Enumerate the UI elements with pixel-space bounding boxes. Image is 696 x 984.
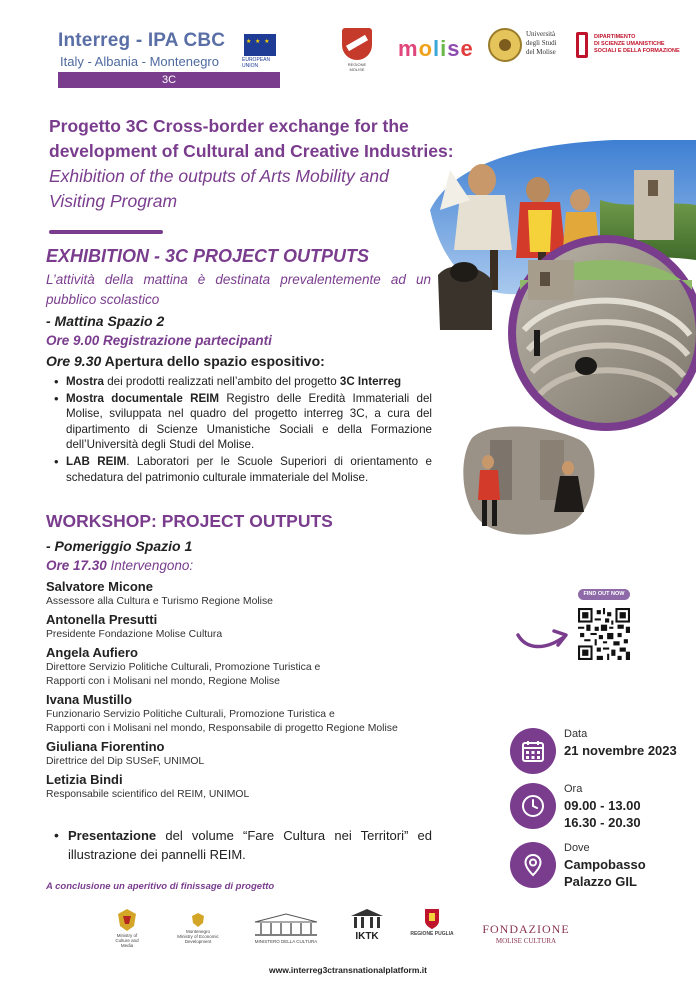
subtitle-line-1: Exhibition of the outputs of Arts Mobility and [49,166,389,186]
interreg-title: Interreg - IPA CBC [58,30,226,51]
speaker-name: Antonella Presutti [46,612,158,627]
afternoon-session: - Pomeriggio Spazio 1 [46,538,193,554]
time-label: Ora [564,783,583,795]
presentation-list [52,826,432,864]
department-text: DIPARTIMENTO DI SCIENZE UMANISTICHE SOCIALI E DELLA FORMAZIONE [594,34,680,54]
speaker-name: Salvatore Micone [46,579,153,594]
speaker [46,611,466,642]
speaker-name: Letizia Bindi [46,772,123,787]
interreg-subtitle: Italy - Albania - Montenegro [60,54,219,69]
speaker [46,738,466,769]
speaker-role: Direttore Servizio Politiche Culturali, Promozione Turistica e Rapporti con i Molisani nel mondo, Regione Molise [46,662,321,687]
building-icon [251,912,321,938]
department-mark-icon [576,32,588,58]
subtitle-line-2: Visiting Program [49,191,178,211]
speakers-list [46,578,466,804]
eagle-emblem-icon [116,908,138,932]
university-seal-icon [488,28,522,62]
closing-note: A conclusione un aperitivo di finissage di progetto [46,881,275,892]
title-divider [49,230,163,234]
temple-icon [347,908,387,930]
speaker-role: Funzionario Servizio Politiche Culturali, Promozione Turistica e Rapporti con i Molisani nel mondo, Responsabile di progetto Regione Molise [46,709,398,734]
date-label: Data [564,728,588,740]
location-pin-icon [521,853,545,877]
website-link[interactable]: www.interreg3ctransnationalplatform.it [269,965,427,975]
opening-line [46,353,436,369]
regione-puglia-logo: REGIONE PUGLIA [410,908,454,937]
qr-code-icon[interactable] [578,608,630,660]
curved-arrow-icon [514,615,570,655]
unimol-logo [488,28,568,68]
opening-text: Apertura dello spazio espositivo: [101,353,325,369]
header-logos [0,22,696,92]
speaker [46,578,466,609]
workshop-time: Ore 17.30 Intervengono: [46,558,194,573]
opening-time: Ore 9.30 [46,353,102,369]
molise-brand-logo: molise [398,36,474,61]
speaker [46,771,466,802]
unimol-text: Università degli Studi del Molise [526,30,557,56]
speaker-role: Assessore alla Cultura e Turismo Regione Molise [46,596,273,607]
shield-icon [342,28,372,60]
title-line-2: development of Cultural and Creative Industries: [49,141,454,161]
workshop-heading: WORKSHOP: PROJECT OUTPUTS [46,511,333,531]
speaker-role: Presidente Fondazione Molise Cultura [46,629,223,640]
speaker-name: Giuliana Fiorentino [46,739,165,754]
speaker [46,691,466,736]
event-title [49,114,469,214]
speaker-role: Direttrice del Dip SUSeF, UNIMOL [46,756,205,767]
clock-icon [521,794,545,818]
speaker-role: Responsabile scientifico del REIM, UNIMOL [46,789,250,800]
speaker-name: Angela Aufiero [46,645,138,660]
registration-time: Ore 9.00 Registrazione partecipanti [46,333,272,348]
exhibition-heading: EXHIBITION - 3C PROJECT OUTPUTS [46,246,370,266]
iktk-logo: IKTK [346,908,388,942]
interreg-project-tag: 3C [58,72,280,88]
regione-molise-caption: REGIONE MOLISE [347,62,367,72]
partner-logos [0,908,696,958]
interreg-logo [58,30,280,92]
eu-label: EUROPEAN UNION [242,57,271,69]
ministry-economic-logo: Montenegro Ministry of Economic Development [166,912,230,944]
title-line-1: Progetto 3C Cross-border exchange for the [49,116,409,136]
department-logo [576,32,686,62]
exhibition-note: L’attività della mattina è destinata prevalentemente ad un pubblico scolastico [46,272,431,307]
regione-molise-logo [342,28,372,72]
date-value: 21 novembre 2023 [564,743,677,758]
coat-of-arms-icon [424,908,440,930]
photo-collage [420,140,696,560]
dancers-photo [463,426,594,534]
speaker [46,644,466,689]
crest-icon [191,912,205,928]
time-value: 09.00 - 13.00 16.30 - 20.30 [564,798,641,830]
calendar-icon [521,739,545,763]
fondazione-molise-logo: FONDAZIONE MOLISE CULTURA [482,922,570,945]
list-item: • LAB REIM. Laboratori per le Scuole Superiori di orientamento e schedatura del patrimonio culturale immateriale del Molise. [52,454,432,485]
place-label: Dove [564,842,590,854]
amphitheater-photo [508,235,696,431]
ministero-cultura-logo: MINISTERO DELLA CULTURA [248,912,324,944]
list-item: • Mostra dei prodotti realizzati nell’ambito del progetto 3C Interreg [52,374,432,390]
exhibition-list [52,374,432,486]
eu-flag-icon [244,34,276,56]
list-item: • Mostra documentale REIM Registro delle Eredità Immateriali del Molise, sviluppata nel quadro del progetto interreg 3C, a cura del dipartimento di Scienze Umanistiche Sociali e della Formazione dell’Università degli Studi del Molise. [52,391,432,453]
list-item: • Presentazione del volume “Fare Cultura nei Territori” ed illustrazione dei pannelli REIM. [52,826,432,864]
ministry-culture-logo: Ministry of Culture and Media [110,908,144,948]
find-out-now-badge[interactable]: FIND OUT NOW [578,589,630,600]
speaker-name: Ivana Mustillo [46,692,132,707]
morning-session: - Mattina Spazio 2 [46,313,165,329]
place-value: Campobasso Palazzo GIL [564,857,646,889]
